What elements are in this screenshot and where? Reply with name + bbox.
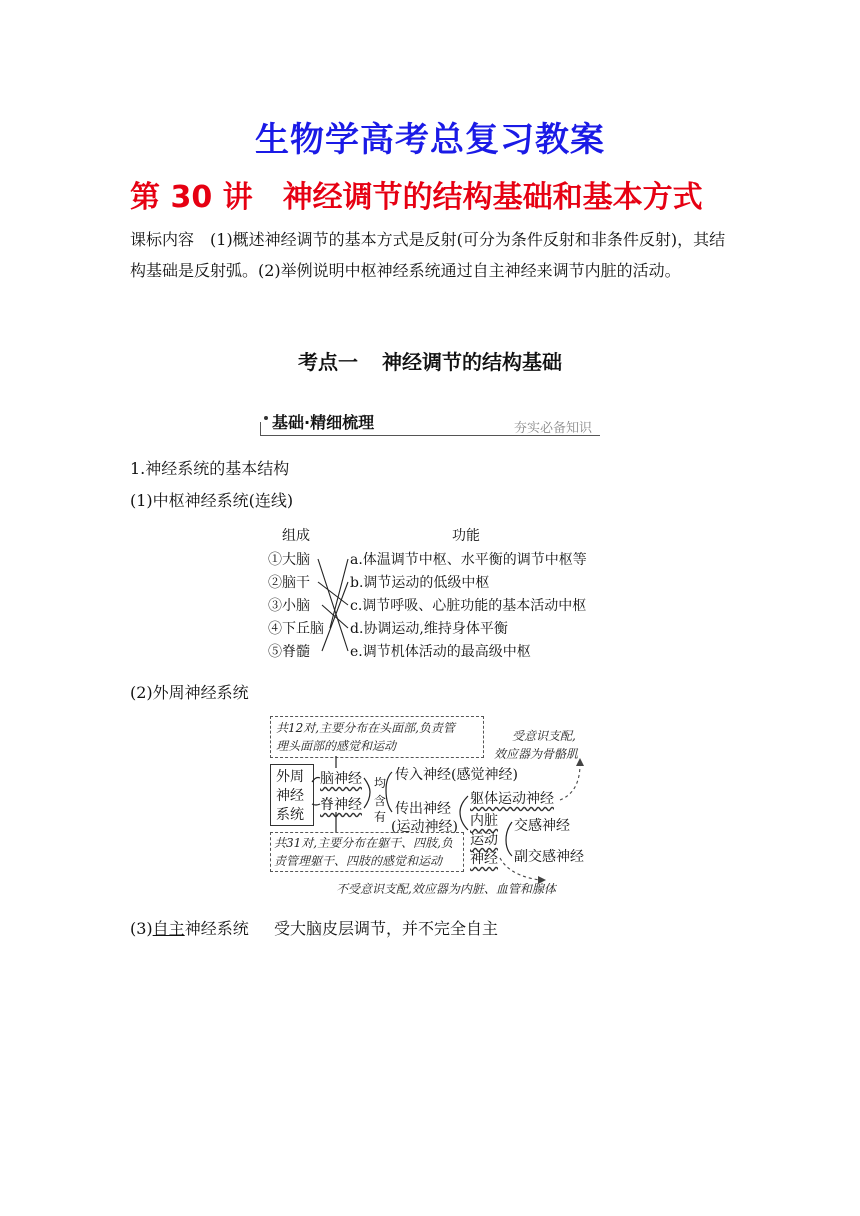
efferent-label-1: 传出神经 <box>395 801 451 817</box>
pns-box-line3: 系统 <box>276 807 304 823</box>
pns-box-line2: 神经 <box>276 788 304 804</box>
lecture-name: 神经调节的结构基础和基本方式 <box>282 180 703 215</box>
contain-2: 含 <box>374 794 387 808</box>
pns-box-line1: 外周 <box>276 769 304 785</box>
lecture-number: 第 30 讲 <box>130 180 253 215</box>
pns-note-top-line1: 共12对,主要分布在头面部,负责管 <box>276 721 455 735</box>
cns-col-left: 组成 <box>282 528 310 544</box>
cns-heading: (1)中枢神经系统(连线) <box>130 491 294 510</box>
cns-function: e.调节机体活动的最高级中枢 <box>350 644 531 660</box>
item-heading: 1.神经系统的基本结构 <box>130 459 290 478</box>
pns-note-under: 不受意识支配,效应器为内脏、血管和腺体 <box>336 882 556 896</box>
cns-function: d.协调运动,维持身体平衡 <box>350 621 508 637</box>
spinal-nerve-label: 脊神经 <box>320 797 362 813</box>
cns-function: a.体温调节中枢、水平衡的调节中枢等 <box>350 552 587 568</box>
contain-1: 均 <box>374 776 387 790</box>
pns-note-bottom-line1: 共31对,主要分布在躯干、四肢,负 <box>274 836 453 850</box>
ans-name: 自主 <box>152 919 185 938</box>
cns-component: ②脑干 <box>268 575 310 591</box>
somatic-label: 躯体运动神经 <box>470 791 554 807</box>
pns-note-right-line1: 受意识支配, <box>512 729 576 743</box>
ans-rest: 神经系统 <box>184 919 249 938</box>
curriculum-text: (1)概述神经调节的基本方式是反射(可分为条件反射和非条件反射)，其结构基础是反射弧。(2)举例说明中枢神经系统通过自主神经来调节内脏的活动。 <box>130 230 726 280</box>
pns-heading: (2)外周神经系统 <box>130 683 249 702</box>
visceral-label-3: 神经 <box>470 851 498 867</box>
bar-label: 基础·精细梳理 <box>272 413 375 432</box>
curriculum-tag: 课标内容 <box>130 230 195 249</box>
cns-component: ⑤脊髓 <box>268 644 310 660</box>
pns-note-right-line2: 效应器为骨骼肌 <box>494 747 579 761</box>
cns-component: ④下丘脑 <box>268 621 324 637</box>
contain-3: 有 <box>374 810 387 824</box>
visceral-label-1: 内脏 <box>470 813 498 829</box>
sympathetic-label: 交感神经 <box>514 818 570 834</box>
brain-nerve-label: 脑神经 <box>320 771 362 787</box>
cns-component: ①大脑 <box>268 552 310 568</box>
pns-note-top-line2: 理头面部的感觉和运动 <box>276 739 397 753</box>
cns-function: b.调节运动的低级中枢 <box>350 575 490 591</box>
efferent-label-2: (运动神经) <box>391 819 458 835</box>
visceral-label-2: 运动 <box>470 832 498 848</box>
bar-right-label: 夯实必备知识 <box>513 421 592 436</box>
cns-function: c.调节呼吸、心脏功能的基本活动中枢 <box>350 598 587 614</box>
ans-line <box>130 916 249 939</box>
ans-prefix: (3) <box>130 919 153 938</box>
cns-component: ③小脑 <box>268 598 310 614</box>
ans-note: 受大脑皮层调节，并不完全自主 <box>274 919 499 938</box>
page-title: 生物学高考总复习教案 <box>255 120 605 160</box>
parasympathetic-label: 副交感神经 <box>514 849 584 865</box>
section-number: 考点一 <box>298 350 358 374</box>
afferent-label: 传入神经(感觉神经) <box>395 767 518 783</box>
cns-col-right: 功能 <box>452 528 480 544</box>
section-title: 神经调节的结构基础 <box>382 350 562 374</box>
pns-note-bottom-line2: 责管理躯干、四肢的感觉和运动 <box>274 854 443 868</box>
